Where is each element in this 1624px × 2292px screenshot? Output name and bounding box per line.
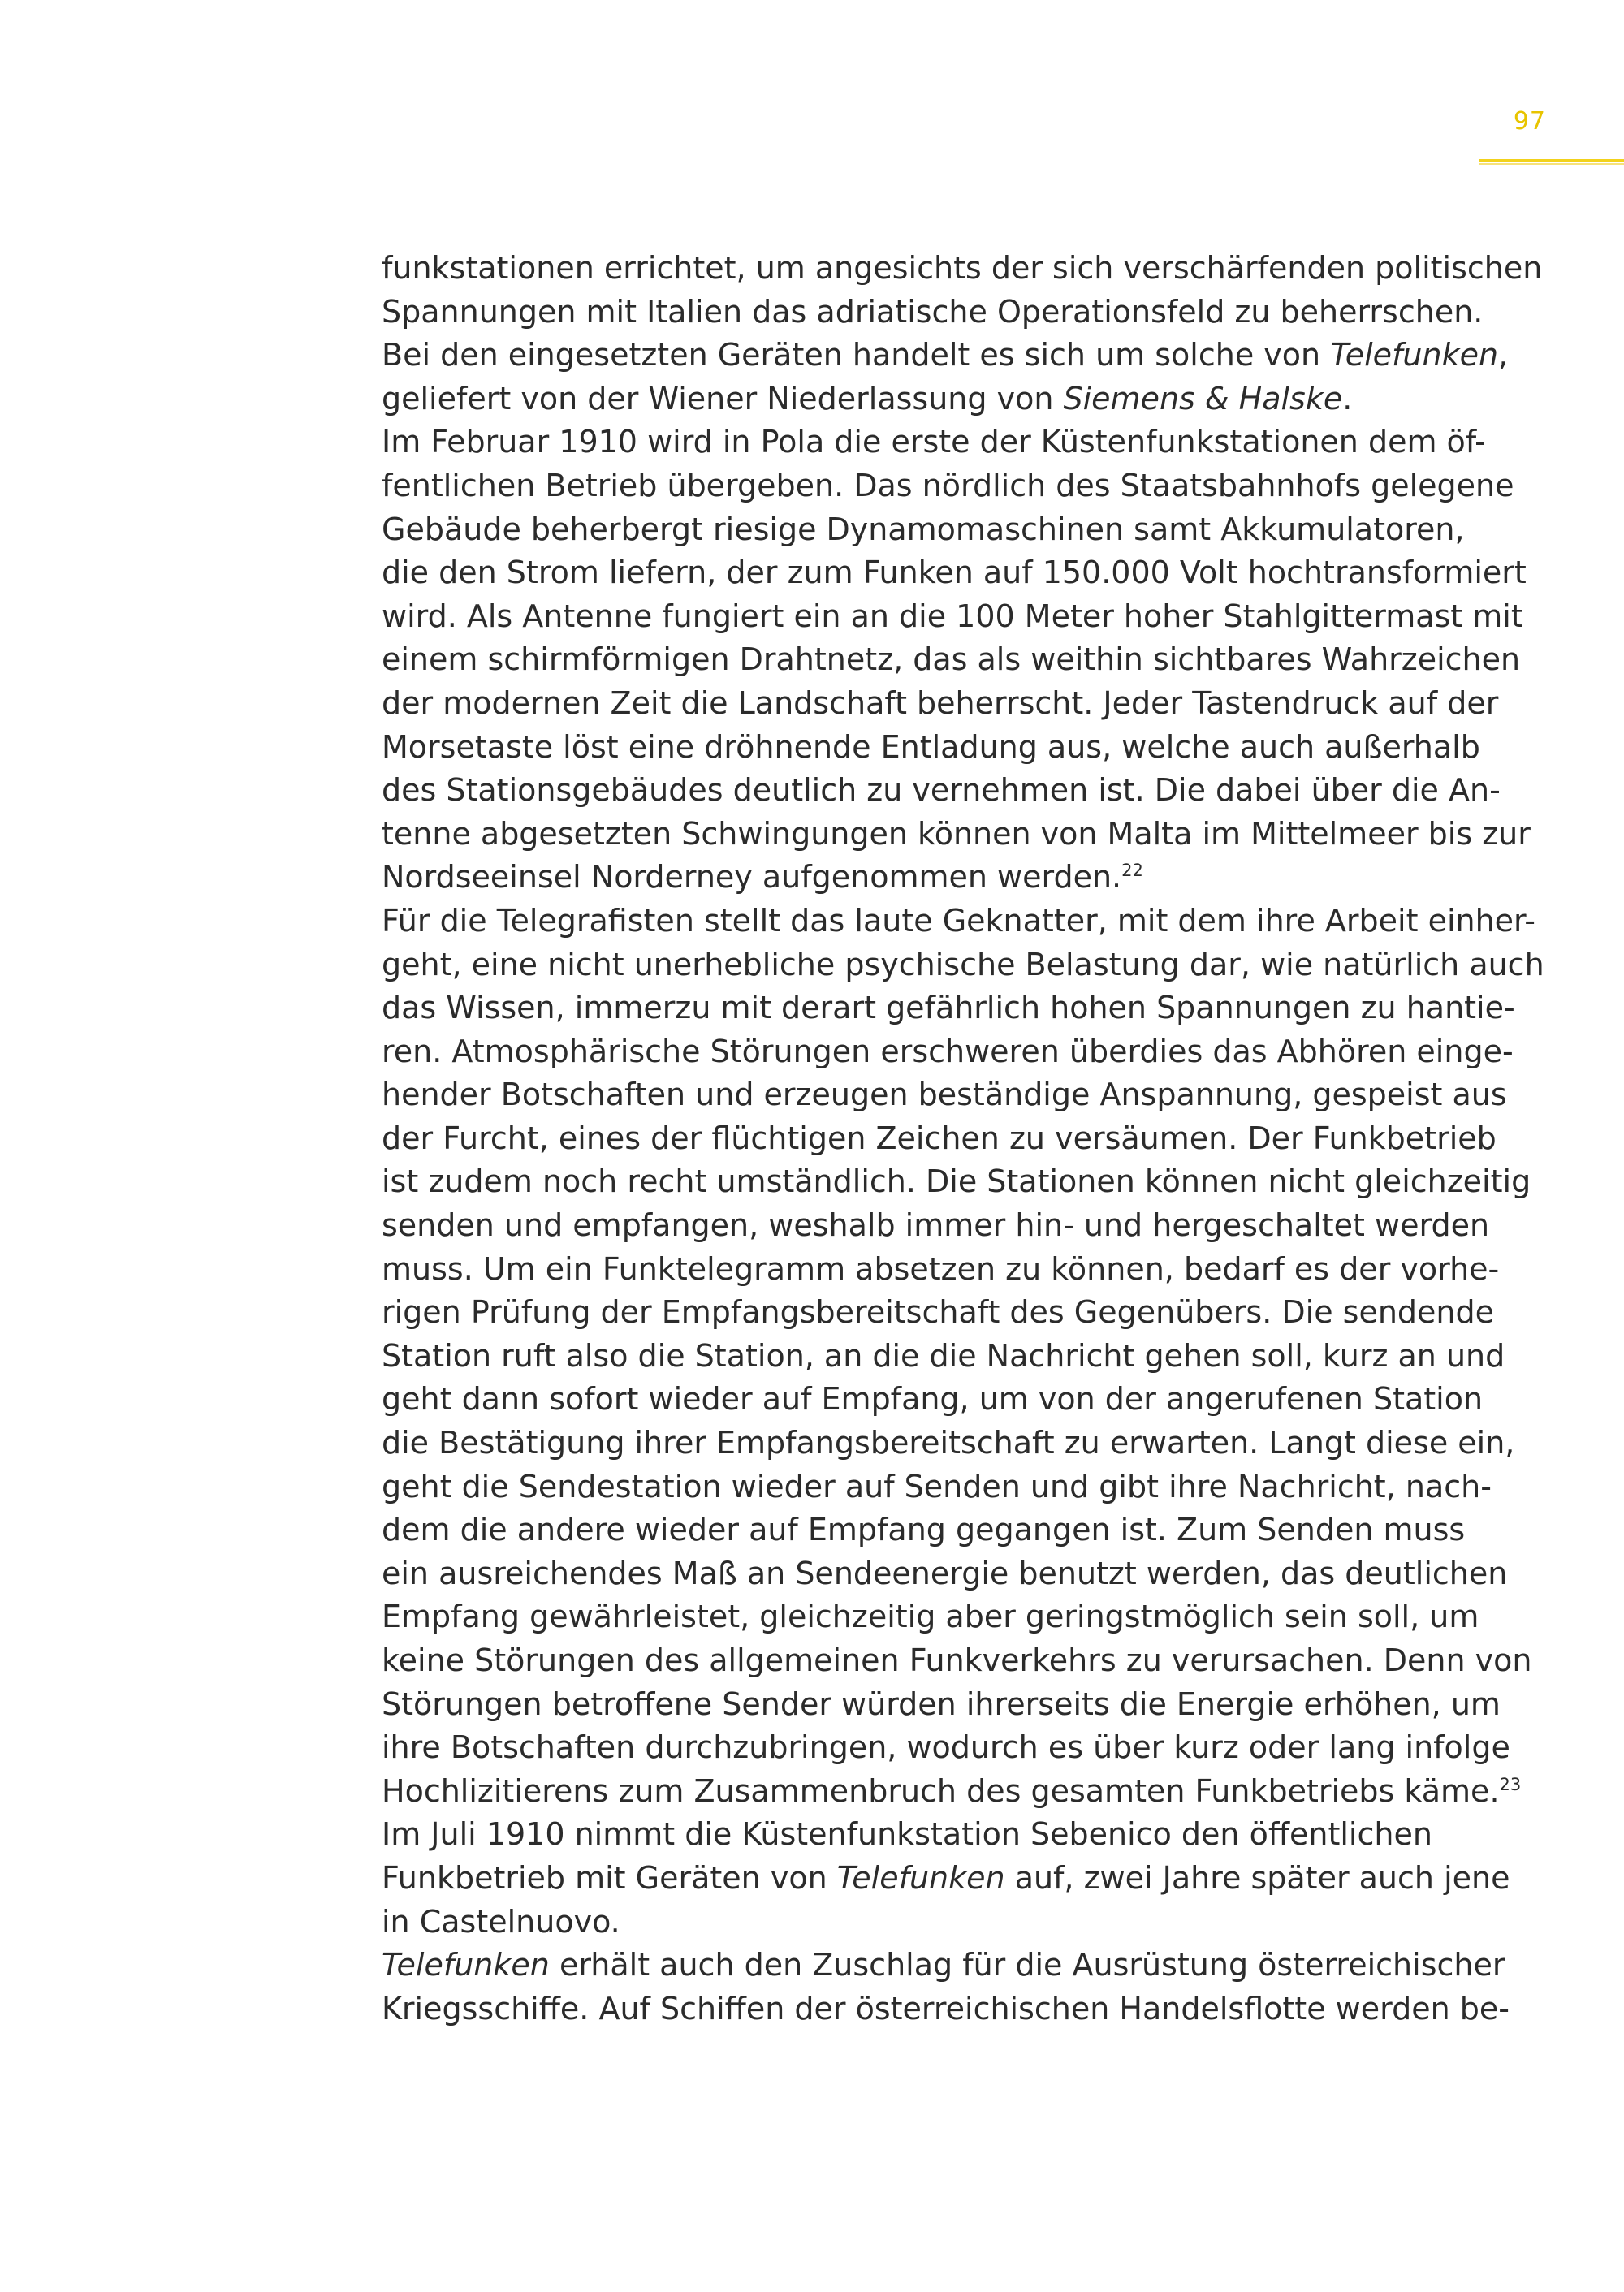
text-segment: . — [1342, 380, 1353, 417]
text-segment: hender Botschaften und erzeugen beständige Anspannung, gespeist aus — [382, 1077, 1507, 1113]
text-line — [382, 1378, 1484, 1422]
text-line — [382, 1160, 1531, 1204]
text-segment: geht die Sendestation wieder auf Senden und gibt ihre Nachricht, nach- — [382, 1468, 1492, 1504]
text-segment: Im Juli 1910 nimmt die Küstenfunkstation Sebenico den öffentlichen — [382, 1816, 1432, 1853]
text-segment: tenne abgesetzten Schwingungen können von Malta im Mittelmeer bis zur — [382, 815, 1531, 852]
text-line — [382, 1726, 1510, 1770]
italic-text: Siemens & Halske — [1063, 380, 1343, 417]
text-segment: Kriegsschiffe. Auf Schiffen der österreichischen Handelsflotte werden be- — [382, 1990, 1510, 2027]
text-line — [382, 986, 1515, 1030]
text-line — [382, 1683, 1501, 1727]
text-segment: Hochlizitierens zum Zusammenbruch des gesamten Funkbetriebs käme. — [382, 1772, 1500, 1809]
text-segment: keine Störungen des allgemeinen Funkverkehrs zu verursachen. Denn von — [382, 1642, 1532, 1678]
text-line — [382, 1465, 1492, 1509]
text-segment: Station ruft also die Station, an die die Nachricht gehen soll, kurz an und — [382, 1337, 1505, 1374]
text-segment: des Stationsgebäudes deutlich zu vernehmen ist. Die dabei über die An- — [382, 772, 1501, 809]
text-line — [382, 1944, 1505, 1988]
text-line — [382, 421, 1486, 464]
text-line — [382, 1552, 1508, 1596]
text-segment: rigen Prüfung der Empfangsbereitschaft des Gegenübers. Die sendende — [382, 1294, 1495, 1331]
text-line — [382, 1117, 1497, 1161]
text-segment: auf, zwei Jahre später auch jene — [1004, 1859, 1510, 1896]
text-line — [382, 464, 1514, 508]
text-segment: Nordseeinsel Norderney aufgenommen werden. — [382, 859, 1122, 896]
text-segment: Im Februar 1910 wird in Pola die erste der Küstenfunkstationen dem öf- — [382, 424, 1486, 460]
footnote-marker: 23 — [1499, 1774, 1522, 1794]
text-line — [382, 1595, 1479, 1639]
text-line — [382, 595, 1523, 639]
text-line — [382, 1030, 1514, 1074]
text-line — [382, 1248, 1500, 1292]
text-line — [382, 1335, 1505, 1379]
text-line — [382, 769, 1501, 813]
text-line — [382, 551, 1527, 595]
text-segment: funkstationen errichtet, um angesichts der sich verschärfenden politischen — [382, 250, 1543, 286]
text-line — [382, 638, 1521, 682]
text-line — [382, 378, 1462, 421]
text-line — [382, 1988, 1510, 2031]
text-line — [382, 1639, 1532, 1683]
text-segment: in Castelnuovo. — [382, 1903, 620, 1940]
text-line — [382, 1770, 1522, 1814]
text-line — [382, 726, 1480, 770]
text-segment: Funkbetrieb mit Geräten von — [382, 1859, 837, 1896]
text-line — [382, 813, 1531, 857]
italic-text: Telefunken — [836, 1859, 1005, 1896]
text-segment: fentlichen Betrieb übergeben. Das nördlich des Staatsbahnhofs gelegene — [382, 467, 1514, 503]
page-number: 97 — [1513, 107, 1546, 136]
text-line — [382, 900, 1535, 943]
text-line — [382, 1073, 1507, 1117]
text-segment: dem die andere wieder auf Empfang gegangen ist. Zum Senden muss — [382, 1512, 1466, 1548]
text-segment: die Bestätigung ihrer Empfangsbereitschaft zu erwarten. Langt diese ein, — [382, 1425, 1515, 1461]
italic-text: Telefunken — [382, 1947, 550, 1983]
text-segment: der Furcht, eines der flüchtigen Zeichen zu versäumen. Der Funkbetrieb — [382, 1120, 1497, 1156]
italic-text: Telefunken — [1330, 337, 1499, 373]
text-segment: ihre Botschaften durchzubringen, wodurch es über kurz oder lang infolge — [382, 1729, 1510, 1766]
body-text — [382, 247, 1544, 2031]
text-segment: Spannungen mit Italien das adriatische Operationsfeld zu beherrschen. — [382, 293, 1484, 330]
text-line — [382, 1901, 1462, 1945]
text-segment: erhält auch den Zuschlag für die Ausrüstung österreichischer — [549, 1947, 1505, 1983]
text-segment: , — [1498, 337, 1509, 373]
header-rule — [1479, 159, 1624, 162]
text-segment: Für die Telegrafisten stellt das laute Geknatter, mit dem ihre Arbeit einher- — [382, 902, 1535, 939]
text-segment: wird. Als Antenne fungiert ein an die 100 Meter hoher Stahlgittermast mit — [382, 598, 1523, 634]
text-segment: geliefert von der Wiener Niederlassung von — [382, 380, 1064, 417]
text-segment: Gebäude beherbergt riesige Dynamomaschinen samt Akkumulatoren, — [382, 511, 1465, 547]
text-line — [382, 1291, 1495, 1335]
text-line — [382, 1422, 1515, 1465]
text-segment: geht dann sofort wieder auf Empfang, um von der angerufenen Station — [382, 1381, 1484, 1418]
text-line — [382, 1857, 1510, 1901]
text-line — [382, 1509, 1466, 1552]
text-line — [382, 291, 1484, 335]
header-rule-thin — [1479, 163, 1624, 165]
text-segment: Bei den eingesetzten Geräten handelt es sich um solche von — [382, 337, 1331, 373]
text-segment: das Wissen, immerzu mit derart gefährlich hohen Spannungen zu hantie- — [382, 990, 1515, 1026]
text-segment: senden und empfangen, weshalb immer hin- und hergeschaltet werden — [382, 1207, 1490, 1244]
text-segment: ist zudem noch recht umständlich. Die Stationen können nicht gleichzeitig — [382, 1163, 1531, 1200]
text-segment: Störungen betroffene Sender würden ihrerseits die Energie erhöhen, um — [382, 1686, 1501, 1722]
text-line — [382, 856, 1462, 900]
text-line — [382, 247, 1543, 291]
text-segment: der modernen Zeit die Landschaft beherrscht. Jeder Tastendruck auf der — [382, 684, 1499, 721]
text-segment: ren. Atmosphärische Störungen erschweren überdies das Abhören einge- — [382, 1033, 1514, 1069]
text-line — [382, 1204, 1490, 1248]
text-line — [382, 508, 1465, 552]
text-segment: ein ausreichendes Maß an Sendeenergie benutzt werden, das deutlichen — [382, 1555, 1508, 1591]
text-segment: geht, eine nicht unerhebliche psychische Belastung dar, wie natürlich auch — [382, 946, 1544, 982]
text-line — [382, 1813, 1462, 1857]
text-line — [382, 943, 1544, 987]
text-segment: die den Strom liefern, der zum Funken auf 150.000 Volt hochtransformiert — [382, 555, 1527, 591]
text-line — [382, 682, 1499, 726]
text-line — [382, 334, 1509, 378]
text-segment: Empfang gewährleistet, gleichzeitig aber geringstmöglich sein soll, um — [382, 1599, 1479, 1635]
footnote-marker: 22 — [1121, 861, 1143, 881]
text-segment: einem schirmförmigen Drahtnetz, das als weithin sichtbares Wahrzeichen — [382, 641, 1521, 678]
text-segment: Morsetaste löst eine dröhnende Entladung aus, welche auch außerhalb — [382, 728, 1480, 765]
text-segment: muss. Um ein Funktelegramm absetzen zu können, bedarf es der vorhe- — [382, 1250, 1500, 1287]
